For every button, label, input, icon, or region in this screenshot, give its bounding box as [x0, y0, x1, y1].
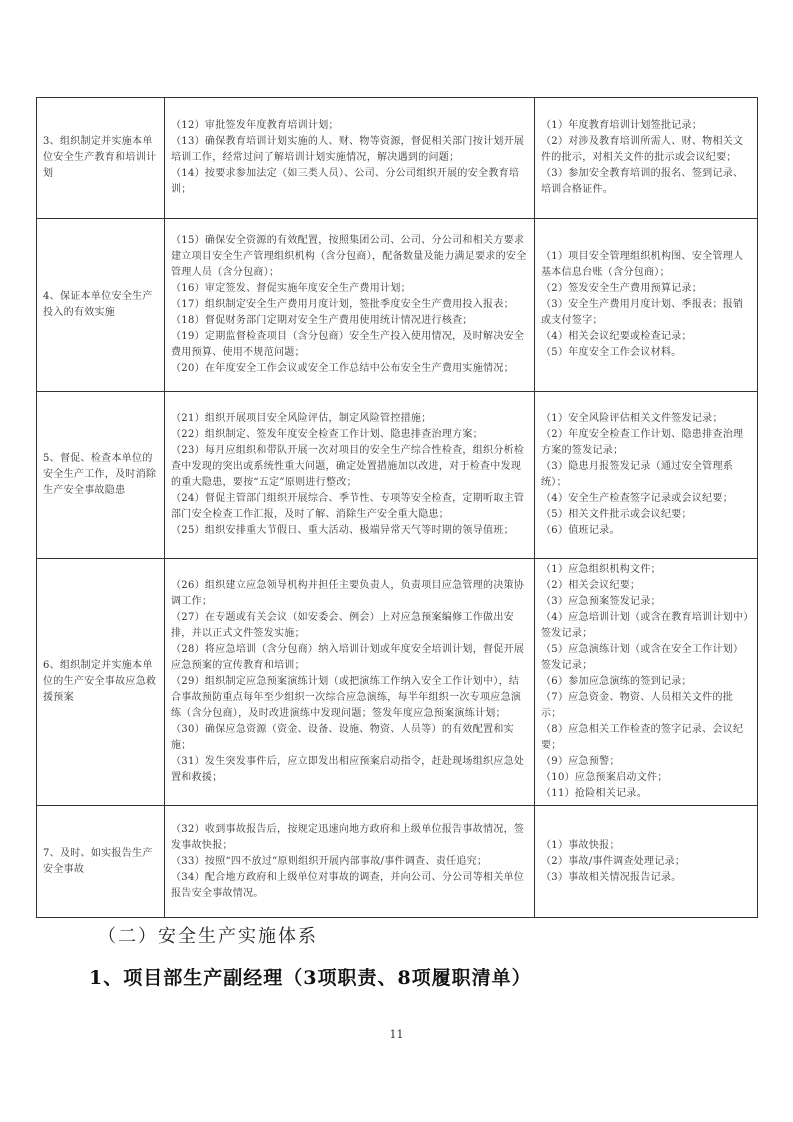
duty-table — [36, 97, 758, 918]
record-item: （3）应急预案签发记录； — [541, 596, 661, 607]
duty-item: （16）审定签发、督促实施年度安全生产费用计划； — [171, 283, 411, 294]
record-item: （7）应急资金、物资、人员相关文件的批示； — [541, 692, 734, 719]
record-item: （1）应急组织机构文件； — [541, 564, 661, 575]
duty-item: （29）组织制定应急预案演练计划（或把演练工作纳入安全工作计划中），结合事故预防重点每年至少组织一次综合应急演练，每半年组织一次专项应急演练（含分包商），及时改进演练中发现问题；签发年度应急预案演练计划； — [171, 676, 522, 719]
table-row — [37, 806, 758, 918]
duties-cell — [165, 559, 535, 806]
duties-cell — [165, 219, 535, 392]
duty-item: （28）将应急培训（含分包商）纳入培训计划或年度安全培训计划，督促开展应急预案的宣传教育和培训； — [171, 644, 525, 671]
record-item: （2）签发安全生产费用预算记录； — [541, 283, 703, 294]
record-item: （8）应急相关工作检查的签字记录、会议纪要； — [541, 724, 744, 751]
records-cell — [535, 559, 758, 806]
duty-item: （12）审批签发年度教育培训计划； — [171, 120, 339, 131]
category-cell: 7、及时、如实报告生产安全事故 — [37, 806, 165, 918]
duty-item: （21）组织开展项目安全风险评估，制定风险管控措施； — [171, 413, 432, 424]
record-item: （11）抢险相关记录。 — [541, 788, 648, 799]
record-item: （6）值班记录。 — [541, 525, 620, 536]
record-item: （3）事故相关情况报告记录。 — [541, 871, 682, 883]
duty-item: （15）确保安全资源的有效配置，按照集团公司、公司、分公司和相关方要求建立项目安全生产管理组织机构（含分包商），配备数量及能力满足要求的安全管理人员（含分包商）； — [171, 235, 527, 278]
records-cell — [535, 392, 758, 559]
record-item: （2）年度安全检查工作计划、隐患排查治理方案的签发记录； — [541, 429, 744, 456]
duty-table-body — [37, 98, 758, 918]
duties-cell — [165, 806, 535, 918]
duty-item: （17）组织制定安全生产费用月度计划，签批季度安全生产费用投入报表； — [171, 299, 514, 310]
duty-item: （14）按要求参加法定（如三类人员）、公司、分公司组织开展的安全教育培训； — [171, 168, 520, 195]
record-item: （2）对涉及教育培训所需人、财、物相关文件的批示，对相关文件的批示或会议纪要； — [541, 136, 744, 163]
duty-item: （24）督促主管部门组织开展综合、季节性、专项等安全检查，定期听取主管部门安全检查工作汇报，及时了解、消除生产安全重大隐患； — [171, 493, 525, 520]
records-cell — [535, 806, 758, 918]
duty-item: （22）组织制定、签发年度安全检查工作计划、隐患排查治理方案； — [171, 429, 484, 440]
category-cell: 6、组织制定并实施本单位的生产安全事故应急救援预案 — [37, 559, 165, 806]
table-row — [37, 98, 758, 219]
record-item: （3）参加安全教育培训的报名、签到记录、培训合格证件。 — [541, 168, 744, 195]
record-item: （1）安全风险评估相关文件签发记录； — [541, 413, 723, 424]
duty-item: （18）督促财务部门定期对安全生产费用使用统计情况进行核查； — [171, 315, 473, 326]
duty-item: （34）配合地方政府和上级单位对事故的调查，并向公司、分公司等相关单位报告安全事故情况。 — [171, 871, 525, 899]
record-item: （10）应急预案启动文件； — [541, 772, 668, 783]
record-item: （5）应急演练计划（或含在安全工作计划）签发记录； — [541, 644, 744, 671]
record-item: （4）相关会议纪要或检查记录； — [541, 331, 692, 342]
duties-cell — [165, 98, 535, 219]
duty-item: （33）按照“四不放过”原则组织开展内部事故/事件调查、责任追究； — [171, 855, 488, 867]
record-item: （1）年度教育培训计划签批记录； — [541, 120, 703, 131]
record-item: （3）隐患月报签发记录（通过安全管理系统）； — [541, 461, 734, 488]
duty-item: （32）收到事故报告后，按规定迅速向地方政府和上级单位报告事故情况，签发事故快报； — [171, 823, 525, 851]
duty-item: （31）发生突发事件后，应立即发出相应预案启动指令，赶赴现场组织应急处置和救援； — [171, 756, 525, 783]
duties-cell — [165, 392, 535, 559]
section-title: （二）安全生产实施体系 — [98, 926, 318, 947]
duty-item: （25）组织安排重大节假日、重大活动、极端异常天气等时期的领导值班； — [171, 525, 514, 536]
record-item: （1）项目安全管理组织机构图、安全管理人基本信息台账（含分包商）； — [541, 251, 744, 278]
duty-item: （30）确保应急资源（资金、设备、设施、物资、人员等）的有效配置和实施； — [171, 724, 514, 751]
duty-item: （13）确保教育培训计划实施的人、财、物等资源，督促相关部门按计划开展培训工作，经常过问了解培训计划实施情况，解决遇到的问题； — [171, 136, 525, 163]
duty-item: （20）在年度安全工作会议或安全工作总结中公布安全生产费用实施情况； — [171, 363, 514, 374]
records-cell — [535, 219, 758, 392]
record-item: （4）安全生产检查签字记录或会议纪要； — [541, 493, 734, 504]
records-cell — [535, 98, 758, 219]
duty-item: （26）组织建立应急领导机构并担任主要负责人，负责项目应急管理的决策协调工作； — [171, 580, 525, 607]
record-item: （5）年度安全工作会议材料。 — [541, 347, 682, 358]
record-item: （4）应急培训计划（或含在教育培训计划中）签发记录； — [541, 612, 749, 639]
page-heading: 1、项目部生产副经理（3项职责、8项履职清单） — [89, 967, 532, 989]
record-item: （2）相关会议纪要； — [541, 580, 641, 591]
duty-item: （23）每月应组织和带队开展一次对项目的安全生产综合性检查，组织分析检查中发现的突出或系统性重大问题，确定处置措施加以改进，对于检查中发现的重大隐患，要按“五定”原则进行整改； — [171, 445, 525, 488]
category-cell: 4、保证本单位安全生产投入的有效实施 — [37, 219, 165, 392]
page-number: 11 — [389, 1028, 404, 1041]
record-item: （2）事故/事件调查处理记录； — [541, 855, 686, 867]
duty-item: （27）在专题或有关会议（如安委会、例会）上对应急预案编修工作做出安排，并以正式文件签发实施； — [171, 612, 514, 639]
record-item: （3）安全生产费用月度计划、季报表；报销或支付签字； — [541, 299, 744, 326]
record-item: （6）参加应急演练的签到记录； — [541, 676, 692, 687]
category-cell: 3、组织制定并实施本单位安全生产教育和培训计划 — [37, 98, 165, 219]
table-row — [37, 559, 758, 806]
record-item: （9）应急预警； — [541, 756, 620, 767]
category-cell: 5、督促、检查本单位的安全生产工作，及时消除生产安全事故隐患 — [37, 392, 165, 559]
table-row — [37, 392, 758, 559]
table-row — [37, 219, 758, 392]
record-item: （5）相关文件批示或会议纪要； — [541, 509, 692, 520]
duty-item: （19）定期监督检查项目（含分包商）安全生产投入使用情况，及时解决安全费用预算、使用不规范问题； — [171, 331, 525, 358]
record-item: （1）事故快报； — [541, 839, 620, 851]
